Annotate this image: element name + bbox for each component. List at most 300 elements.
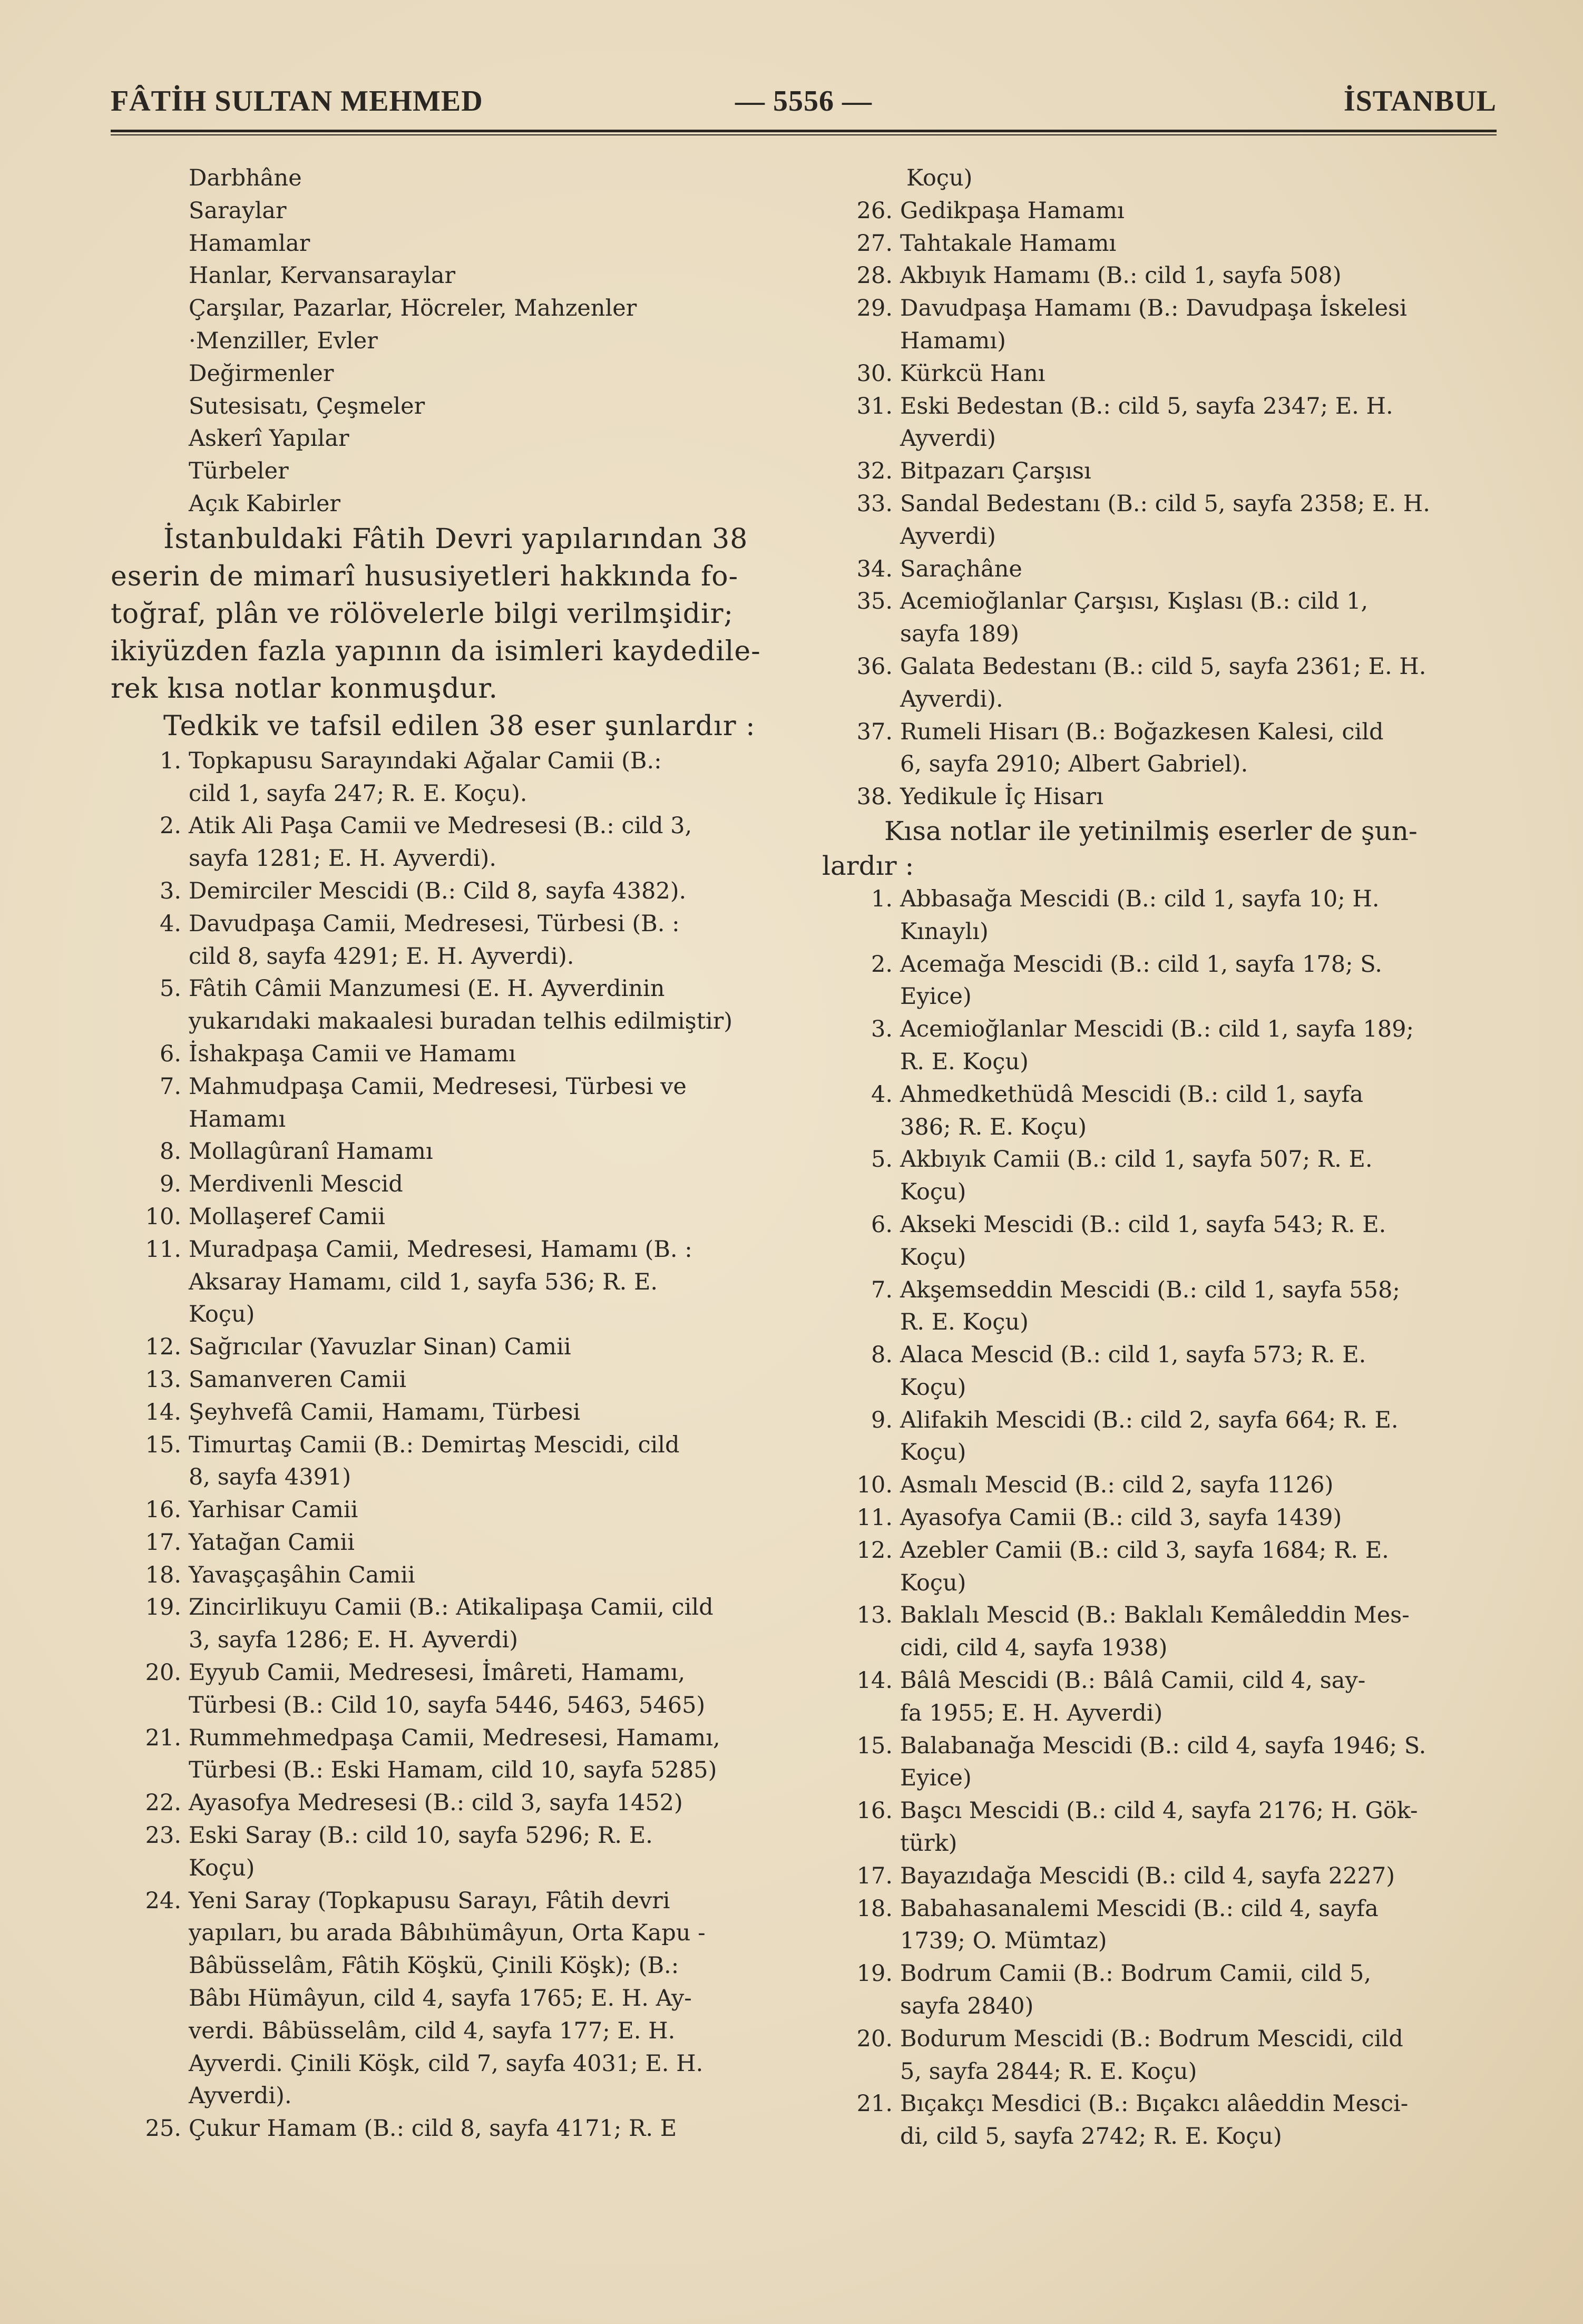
list-item (822, 883, 1491, 949)
list-item (822, 585, 1491, 651)
list-item (111, 1331, 780, 1364)
item-number: 9. (871, 1407, 893, 1433)
item-text (900, 1599, 1491, 1665)
item-text-line: Rummehmedpaşa Camii, Medresesi, Hamamı, (189, 1724, 720, 1751)
list-item (822, 1079, 1491, 1144)
item-number: 25. (145, 2115, 181, 2142)
item-text (189, 1527, 780, 1559)
item-text-line: Akşemseddin Mescidi (B.: cild 1, sayfa 558; (900, 1276, 1400, 1303)
item-text-line: Koçu) (189, 1854, 255, 1881)
item-text-line: 8, sayfa 4391) (189, 1464, 351, 1491)
list-item (111, 1722, 780, 1788)
item-text-line: türk) (900, 1830, 957, 1857)
category-heading: Saraylar (189, 197, 287, 224)
list-item (822, 1795, 1491, 1860)
item-text-line: Ayverdi). (900, 686, 1003, 712)
list-item (822, 716, 1491, 782)
item-text-line: Koçu) (900, 1569, 966, 1596)
item-text-line: Gedikpaşa Hamamı (900, 197, 1125, 224)
item-number: 1. (159, 747, 181, 774)
item-text (189, 908, 780, 973)
item-number: 2. (159, 813, 181, 839)
item-text (900, 2023, 1491, 2088)
item-text (189, 1136, 780, 1168)
item-text-line: Türbesi (B.: Eski Hamam, cild 10, sayfa 5285) (189, 1757, 717, 1784)
right-column (822, 162, 1491, 2153)
item-number: 16. (145, 1497, 181, 1524)
item-number: 13. (856, 1602, 893, 1629)
list-item (111, 1527, 780, 1559)
item-text-line: Koçu) (900, 1179, 966, 1206)
item-number: 7. (159, 1073, 181, 1100)
list-item (822, 1730, 1491, 1795)
item-text (900, 455, 1491, 488)
item-number: 1. (871, 885, 893, 912)
category-heading: Açık Kabirler (189, 490, 340, 517)
item-number: 9. (159, 1171, 181, 1198)
item-text-line: Topkapusu Sarayındaki Ağalar Camii (B.: (189, 747, 662, 774)
item-text-line: sayfa 1281; E. H. Ayverdi). (189, 845, 496, 872)
list-item (111, 1397, 780, 1429)
item-text-line: 6, sayfa 2910; Albert Gabriel). (900, 751, 1248, 778)
item-number: 20. (145, 1659, 181, 1686)
item-text-line: Galata Bedestanı (B.: cild 5, sayfa 2361; E. H. (900, 653, 1426, 680)
section-subheading: Tedkik ve tafsil edilen 38 eser şunlardır : (163, 710, 756, 742)
item-text (189, 1364, 780, 1397)
item-number: 4. (159, 910, 181, 937)
list-item (111, 1494, 780, 1527)
item-text (900, 585, 1491, 651)
item-number: 16. (856, 1798, 893, 1824)
item-text-line: Davudpaşa Camii, Medresesi, Türbesi (B. : (189, 910, 680, 937)
item-text (900, 1469, 1491, 1502)
list-item (822, 390, 1491, 456)
item-text-line: Balabanağa Mescidi (B.: cild 4, sayfa 1946; S. (900, 1732, 1426, 1759)
paragraph-line: rek kısa notlar konmuşdur. (111, 672, 498, 705)
list-item (111, 908, 780, 973)
item-text (189, 1657, 780, 1722)
item-text-line: Davudpaşa Hamamı (B.: Davudpaşa İskelesi (900, 295, 1407, 322)
item-text-line: Şeyhvefâ Camii, Hamamı, Türbesi (189, 1399, 581, 1425)
item-text-line: Sağrıcılar (Yavuzlar Sinan) Camii (189, 1334, 571, 1361)
list-item (111, 875, 780, 908)
item-text-line: R. E. Koçu) (900, 1048, 1029, 1075)
item-text-line: Hamamı (189, 1106, 286, 1132)
item-text (900, 1144, 1491, 1209)
item-text-line: Mollaşeref Camii (189, 1203, 385, 1230)
item-text-line: Akseki Mescidi (B.: cild 1, sayfa 543; R. E. (900, 1211, 1386, 1238)
list-item (111, 1787, 780, 1820)
item-number: 33. (856, 490, 893, 517)
item-number: 38. (856, 784, 893, 811)
item-number: 17. (145, 1529, 181, 1556)
category-heading: Askerî Yapılar (189, 425, 349, 452)
item-text-line: Ayverdi. Çinili Köşk, cild 7, sayfa 4031; E. H. (189, 2050, 703, 2077)
paragraph-line: toğraf, plân ve rölövelerle bilgi verilmşidir; (111, 598, 734, 630)
list-item (822, 781, 1491, 814)
item-text-line: verdi. Bâbüsselâm, cild 4, sayfa 177; E. H. (189, 2017, 676, 2044)
list-item (822, 651, 1491, 716)
item-text-line: cild 1, sayfa 247; R. E. Koçu). (189, 780, 527, 807)
item-number: 14. (145, 1399, 181, 1425)
item-number: 17. (856, 1862, 893, 1889)
list-item (822, 1535, 1491, 1600)
item-number: 29. (856, 295, 893, 322)
item-number: 14. (856, 1667, 893, 1694)
item-text-line: Yeni Saray (Topkapusu Sarayı, Fâtih devri (189, 1887, 670, 1914)
item-number: 21. (145, 1724, 181, 1751)
item-text-line: Muradpaşa Camii, Medresesi, Hamamı (B. : (189, 1236, 692, 1263)
list-item (111, 1364, 780, 1397)
item-text-line: R. E. Koçu) (900, 1309, 1029, 1336)
list-item (111, 745, 780, 811)
item-text-line: Timurtaş Camii (B.: Demirtaş Mescidi, cild (189, 1431, 680, 1458)
item-number: 30. (856, 360, 893, 387)
item-number: 37. (856, 718, 893, 745)
list-item (822, 455, 1491, 488)
category-heading: Değirmenler (189, 360, 334, 387)
list-item (822, 949, 1491, 1014)
list-item (822, 1599, 1491, 1665)
paragraph-line: İstanbuldaki Fâtih Devri yapılarından 38 (163, 523, 748, 555)
item-text (189, 1331, 780, 1364)
item-text (900, 1079, 1491, 1144)
item-text (900, 358, 1491, 390)
left-column (111, 162, 780, 2145)
item-text-line: Babahasanalemi Mescidi (B.: cild 4, sayfa (900, 1895, 1379, 1922)
item-text (900, 716, 1491, 782)
category-heading: Türbeler (189, 458, 289, 485)
item-text (189, 973, 780, 1038)
item-number: 3. (871, 1016, 893, 1043)
item-text-line: cild 8, sayfa 4291; E. H. Ayverdi). (189, 943, 574, 970)
list-item (111, 1885, 780, 2113)
list-item (111, 1071, 780, 1136)
item-text (900, 1274, 1491, 1340)
item-number: 15. (145, 1431, 181, 1458)
item-text-line: Mahmudpaşa Camii, Medresesi, Türbesi ve (189, 1073, 687, 1100)
item-text-line: Bâbı Hümâyun, cild 4, sayfa 1765; E. H. Ay- (189, 1985, 692, 2012)
item-text-line: Ayverdi). (189, 2083, 292, 2110)
continued-text: Koçu) (906, 165, 973, 191)
item-text-line: Bodrum Camii (B.: Bodrum Camii, cild 5, (900, 1960, 1372, 1987)
item-text-line: Saraçhâne (900, 555, 1022, 582)
item-text (900, 1339, 1491, 1404)
item-text (900, 1535, 1491, 1600)
item-text (189, 1885, 780, 2113)
item-text (189, 2113, 780, 2145)
item-text (900, 949, 1491, 1014)
item-text (900, 228, 1491, 260)
item-number: 12. (145, 1334, 181, 1361)
list-item (822, 1502, 1491, 1535)
item-text (189, 745, 780, 811)
item-text-line: Ayasofya Medresesi (B.: cild 3, sayfa 1452) (189, 1790, 683, 1817)
item-text (900, 1730, 1491, 1795)
header-rule (111, 130, 1497, 135)
item-number: 35. (856, 588, 893, 615)
list-item (822, 195, 1491, 228)
item-text (900, 1665, 1491, 1730)
item-text (900, 553, 1491, 586)
item-number: 21. (856, 2091, 893, 2117)
item-text (900, 390, 1491, 456)
item-text-line: 1739; O. Mümtaz) (900, 1928, 1107, 1955)
header-section-title: İSTANBUL (1343, 85, 1497, 118)
item-text-line: Ahmedkethüdâ Mescidi (B.: cild 1, sayfa (900, 1081, 1364, 1108)
item-text-line: Atik Ali Paşa Camii ve Medresesi (B.: cild 3, (189, 813, 692, 839)
item-text-line: Asmalı Mescid (B.: cild 2, sayfa 1126) (900, 1472, 1334, 1499)
short-notes-intro (822, 814, 1491, 883)
item-text-line: Abbasağa Mescidi (B.: cild 1, sayfa 10; H. (900, 885, 1380, 912)
item-text (900, 1209, 1491, 1274)
item-text (189, 1494, 780, 1527)
item-number: 12. (856, 1537, 893, 1564)
item-text (189, 1820, 780, 1885)
item-text-line: Ayasofya Camii (B.: cild 3, sayfa 1439) (900, 1505, 1342, 1531)
list-item (822, 1469, 1491, 1502)
item-number: 28. (856, 262, 893, 289)
category-heading: Darbhâne (189, 165, 302, 191)
item-text-line: Koçu) (900, 1374, 966, 1401)
item-number: 11. (856, 1505, 893, 1531)
item-number: 34. (856, 555, 893, 582)
item-text-line: Eyice) (900, 1765, 972, 1792)
item-text (189, 1168, 780, 1201)
item-text (189, 1038, 780, 1071)
item-number: 32. (856, 458, 893, 485)
item-text-line: Alaca Mescid (B.: cild 1, sayfa 573; R. E. (900, 1342, 1366, 1369)
item-number: 2. (871, 951, 893, 978)
list-item (822, 1404, 1491, 1470)
intro-line: Kısa notlar ile yetinilmiş eserler de şun- (884, 815, 1418, 846)
item-text-line: Türbesi (B.: Cild 10, sayfa 5446, 5463, 5465) (189, 1692, 706, 1718)
item-text-line: Demirciler Mescidi (B.: Cild 8, sayfa 4382). (189, 877, 687, 904)
item-number: 7. (871, 1276, 893, 1303)
list-item (111, 1136, 780, 1168)
list-item (111, 1820, 780, 1885)
item-number: 36. (856, 653, 893, 680)
item-text (900, 781, 1491, 814)
item-text (900, 651, 1491, 716)
item-text-line: Eyyub Camii, Medresesi, İmâreti, Hamamı, (189, 1659, 686, 1686)
item-text-line: Zincirlikuyu Camii (B.: Atikalipaşa Camii, cild (189, 1594, 714, 1621)
item-text (900, 1860, 1491, 1893)
paragraph-line: eserin de mimarî hususiyetleri hakkında fo- (111, 560, 739, 592)
item-text (900, 1404, 1491, 1470)
item-text-line: Ayverdi) (900, 523, 996, 550)
item-number: 23. (145, 1822, 181, 1849)
item-text (189, 1559, 780, 1592)
item-number: 4. (871, 1081, 893, 1108)
item-text (189, 1201, 780, 1234)
list-item (822, 1665, 1491, 1730)
item-text-line: sayfa 2840) (900, 1993, 1034, 2020)
item-text (900, 1893, 1491, 1958)
category-heading: ·Menziller, Evler (189, 327, 378, 354)
list-item (822, 553, 1491, 586)
item-text-line: Hamamı) (900, 327, 1006, 354)
list-item (111, 2113, 780, 2145)
item-text-line: Baklalı Mescid (B.: Baklalı Kemâleddin Mes- (900, 1602, 1410, 1629)
item-text-line: Akbıyık Hamamı (B.: cild 1, sayfa 508) (900, 262, 1342, 289)
item-number: 26. (856, 197, 893, 224)
item-text-line: Yarhisar Camii (189, 1497, 358, 1524)
item-text-line: Yedikule İç Hisarı (900, 784, 1103, 811)
item-text (189, 1429, 780, 1495)
item-text-line: Eyice) (900, 983, 972, 1010)
list-item (822, 1013, 1491, 1079)
category-heading: Sutesisatı, Çeşmeler (189, 393, 425, 419)
item-number: 8. (159, 1138, 181, 1165)
item-text-line: Akbıyık Camii (B.: cild 1, sayfa 507; R. E. (900, 1146, 1373, 1173)
item-text-line: Aksaray Hamamı, cild 1, sayfa 536; R. E. (189, 1268, 658, 1295)
list-item (822, 1209, 1491, 1274)
item-text-line: Bodurum Mescidi (B.: Bodrum Mescidi, cild (900, 2025, 1403, 2052)
item-number: 10. (145, 1203, 181, 1230)
list-item (822, 1860, 1491, 1893)
item-text-line: Kürkcü Hanı (900, 360, 1045, 387)
item-text-line: Koçu) (900, 1439, 966, 1466)
item-text-line: Bitpazarı Çarşısı (900, 458, 1091, 485)
item-text (900, 1795, 1491, 1860)
list-item (111, 1038, 780, 1071)
item-text (189, 810, 780, 875)
item-number: 13. (145, 1366, 181, 1393)
item-text-line: Ayverdi) (900, 425, 996, 452)
list-item (822, 2088, 1491, 2153)
item-text-line: 386; R. E. Koçu) (900, 1114, 1087, 1140)
item-text-line: Yavaşçaşâhin Camii (189, 1561, 415, 1588)
item-text (900, 488, 1491, 553)
item-text-line: Bayazıdağa Mescidi (B.: cild 4, sayfa 2227) (900, 1862, 1395, 1889)
item-text (900, 883, 1491, 949)
item-number: 15. (856, 1732, 893, 1759)
item-text-line: 3, sayfa 1286; E. H. Ayverdi) (189, 1627, 519, 1654)
item-text-line: Rumeli Hisarı (B.: Boğazkesen Kalesi, cild (900, 718, 1384, 745)
item-text-line: Bıçakçı Mesdici (B.: Bıçakcı alâeddin Mesci- (900, 2091, 1409, 2117)
list-item (111, 810, 780, 875)
list-item (822, 358, 1491, 390)
item-text (189, 1071, 780, 1136)
item-number: 19. (145, 1594, 181, 1621)
item-text (900, 292, 1491, 358)
item-text (900, 195, 1491, 228)
list-item (111, 1201, 780, 1234)
item-text-line: 5, sayfa 2844; R. E. Koçu) (900, 2058, 1197, 2085)
item-number: 5. (159, 975, 181, 1002)
item-text (189, 1234, 780, 1331)
list-item (822, 2023, 1491, 2088)
list-item (822, 292, 1491, 358)
list-item (822, 1274, 1491, 1340)
item-text-line: Eski Bedestan (B.: cild 5, sayfa 2347; E. H. (900, 393, 1393, 419)
list-item (822, 1339, 1491, 1404)
list-item (822, 1958, 1491, 2023)
item-text-line: Acemioğlanlar Mescidi (B.: cild 1, sayfa 189; (900, 1016, 1414, 1043)
item-number: 11. (145, 1236, 181, 1263)
item-text-line: Yatağan Camii (189, 1529, 355, 1556)
item-text (189, 1722, 780, 1788)
page-number: — 5556 — (735, 85, 872, 118)
item-text (189, 1787, 780, 1820)
item-text-line: Başcı Mescidi (B.: cild 4, sayfa 2176; H. Gök- (900, 1798, 1418, 1824)
item-text-line: Tahtakale Hamamı (900, 230, 1117, 257)
item-text-line: Acemağa Mescidi (B.: cild 1, sayfa 178; S. (900, 951, 1382, 978)
item-text-line: sayfa 189) (900, 621, 1020, 648)
item-number: 27. (856, 230, 893, 257)
item-text-line: Kınaylı) (900, 918, 989, 945)
list-item (111, 1591, 780, 1657)
item-number: 18. (856, 1895, 893, 1922)
item-text-line: Alifakih Mescidi (B.: cild 2, sayfa 664; R. E. (900, 1407, 1399, 1433)
item-text-line: Bâbüsselâm, Fâtih Köşkü, Çinili Köşk); (B.: (189, 1952, 679, 1979)
item-text-line: fa 1955; E. H. Ayverdi) (900, 1700, 1163, 1726)
item-text (900, 260, 1491, 292)
list-item (111, 1559, 780, 1592)
item-text-line: cidi, cild 4, sayfa 1938) (900, 1635, 1168, 1662)
category-heading: Hanlar, Kervansaraylar (189, 262, 456, 289)
item-number: 6. (871, 1211, 893, 1238)
list-item (822, 1893, 1491, 1958)
item-text-line: Merdivenli Mescid (189, 1171, 403, 1198)
running-head (111, 84, 1497, 121)
item-number: 20. (856, 2025, 893, 2052)
item-text-line: Fâtih Câmii Manzumesi (E. H. Ayverdinin (189, 975, 665, 1002)
item-text (189, 875, 780, 908)
list-item (111, 973, 780, 1038)
item-text (900, 2088, 1491, 2153)
header-book-title: FÂTİH SULTAN MEHMED (111, 85, 483, 118)
item-text-line: Mollagûranî Hamamı (189, 1138, 433, 1165)
list-item (111, 1429, 780, 1495)
category-heading: Çarşılar, Pazarlar, Höcreler, Mahzenler (189, 295, 637, 322)
item-text-line: Eski Saray (B.: cild 10, sayfa 5296; R. E. (189, 1822, 653, 1849)
list-item (822, 260, 1491, 292)
category-heading: Hamamlar (189, 230, 310, 257)
item-number: 22. (145, 1790, 181, 1817)
item-number: 3. (159, 877, 181, 904)
item-number: 24. (145, 1887, 181, 1914)
item-number: 6. (159, 1040, 181, 1067)
item-text (900, 1502, 1491, 1535)
item-number: 31. (856, 393, 893, 419)
item-text (900, 1013, 1491, 1079)
paragraph-line: ikiyüzden fazla yapının da isimleri kaydedile- (111, 635, 761, 667)
item-text-line: Koçu) (900, 1244, 966, 1271)
item-number: 8. (871, 1342, 893, 1369)
item-number: 10. (856, 1472, 893, 1499)
item-text-line: Samanveren Camii (189, 1366, 407, 1393)
item-text (900, 1958, 1491, 2023)
item-text-line: Azebler Camii (B.: cild 3, sayfa 1684; R. E. (900, 1537, 1389, 1564)
item-text-line: Bâlâ Mescidi (B.: Bâlâ Camii, cild 4, say- (900, 1667, 1366, 1694)
intro-line: lardır : (822, 850, 914, 881)
item-number: 19. (856, 1960, 893, 1987)
item-number: 5. (871, 1146, 893, 1173)
list-item (111, 1168, 780, 1201)
item-text-line: yapıları, bu arada Bâbıhümâyun, Orta Kapu - (189, 1920, 706, 1947)
item-text-line: Sandal Bedestanı (B.: cild 5, sayfa 2358; E. H. (900, 490, 1430, 517)
item-number: 18. (145, 1561, 181, 1588)
item-text-line: Çukur Hamam (B.: cild 8, sayfa 4171; R. E (189, 2115, 677, 2142)
list-item (822, 1144, 1491, 1209)
item-text-line: Koçu) (189, 1301, 255, 1328)
list-item (111, 1657, 780, 1722)
item-text-line: yukarıdaki makaalesi buradan telhis edilmiştir) (189, 1008, 733, 1035)
item-text-line: di, cild 5, sayfa 2742; R. E. Koçu) (900, 2123, 1282, 2150)
list-item (822, 488, 1491, 553)
